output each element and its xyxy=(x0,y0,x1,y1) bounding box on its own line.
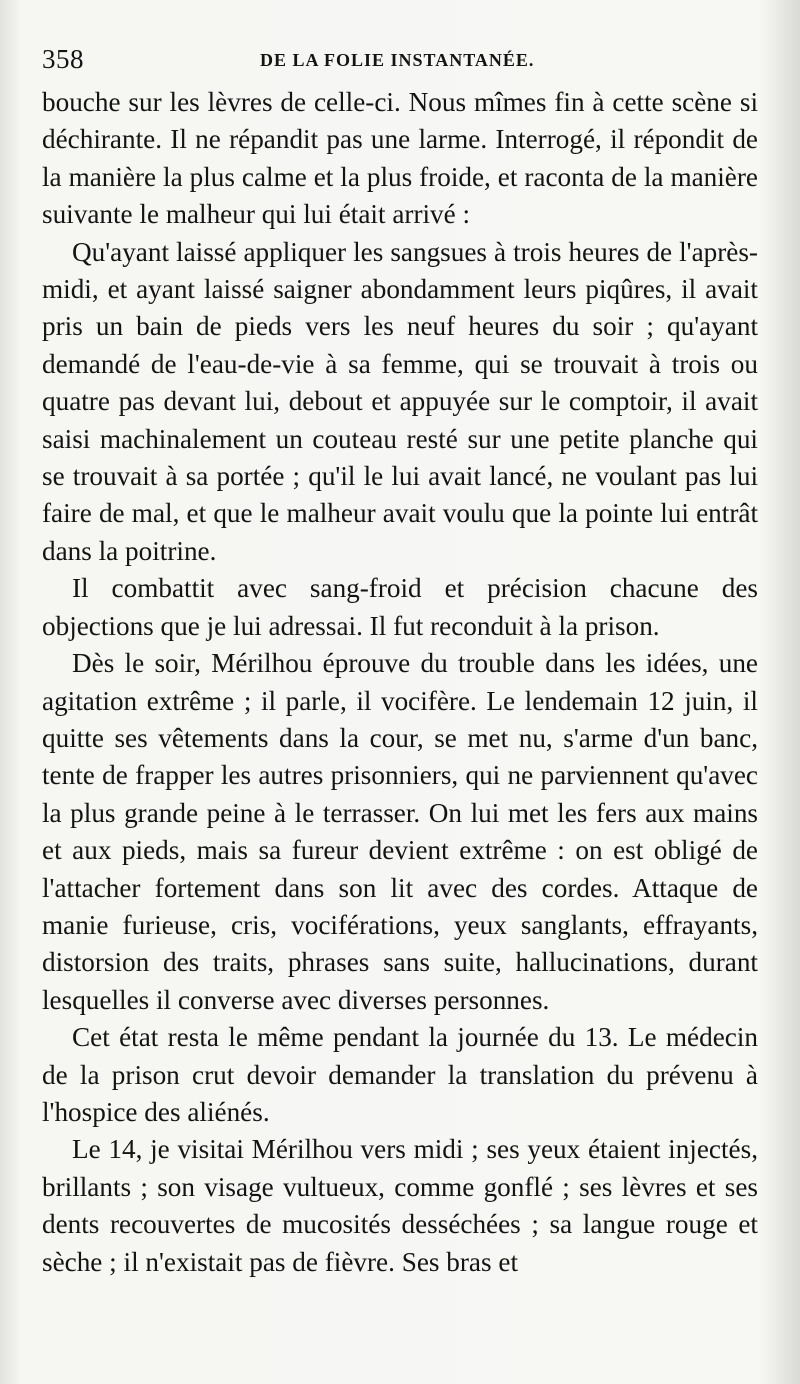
running-title: DE LA FOLIE INSTANTANÉE. xyxy=(260,50,535,70)
paragraph: Cet état resta le même pendant la journée du 13. Le médecin de la prison crut devoir demander la translation du prévenu à l'hospice des aliénés. xyxy=(42,1022,758,1127)
paragraph: Dès le soir, Mérilhou éprouve du trouble dans les idées, une agitation extrême ; il parle, il vocifère. Le lendemain 12 juin, il quitte ses vêtements dans la cour, se met nu, s'arme d'un banc, tente de frapper les autres prisonniers, qui ne parviennent qu'avec la plus grande peine à le terrasser. On lui met les fers aux mains et aux pieds, mais sa fureur devient extrême : on est obligé de l'attacher fortement dans son lit avec des cordes. Attaque de manie furieuse, cris, vociférations, yeux sanglants, effrayants, distorsion des traits, phrases sans suite, hallucinations, durant lesquelles il converse avec diverses personnes. xyxy=(42,648,758,1015)
page-number: 358 xyxy=(42,44,84,74)
paragraph: Qu'ayant laissé appliquer les sangsues à trois heures de l'après-midi, et ayant laissé saigner abondamment leurs piqûres, il avait pris un bain de pieds vers les neuf heures du soir ; qu'ayant demandé de l'eau-de-vie à sa femme, qui se trouvait à trois ou quatre pas devant lui, debout et appuyée sur le comptoir, il avait saisi machinalement un couteau resté sur une petite planche qui se trouvait à sa portée ; qu'il le lui avait lancé, ne voulant pas lui faire de mal, et que le malheur avait voulu que la pointe lui entrât dans la poitrine. xyxy=(42,236,758,566)
paragraph: Le 14, je visitai Mérilhou vers midi ; ses yeux étaient injectés, brillants ; son visage vultueux, comme gonflé ; ses lèvres et ses dents recouvertes de mucosités desséchées ; sa langue rouge et sèche ; il n'existait pas de fièvre. Ses bras et xyxy=(42,1134,758,1277)
paragraph: Il combattit avec sang-froid et précision chacune des objections que je lui adressai. Il fut reconduit à la prison. xyxy=(42,573,758,641)
page-header xyxy=(42,44,762,78)
paragraph-continuation: bouche sur les lèvres de celle-ci. Nous mîmes fin à cette scène si déchirante. Il ne répandit pas une larme. Interrogé, il répondit de la manière la plus calme et la plus froide, et raconta de la manière suivante le malheur qui lui était arrivé : xyxy=(42,87,758,230)
body-text xyxy=(42,84,758,1281)
